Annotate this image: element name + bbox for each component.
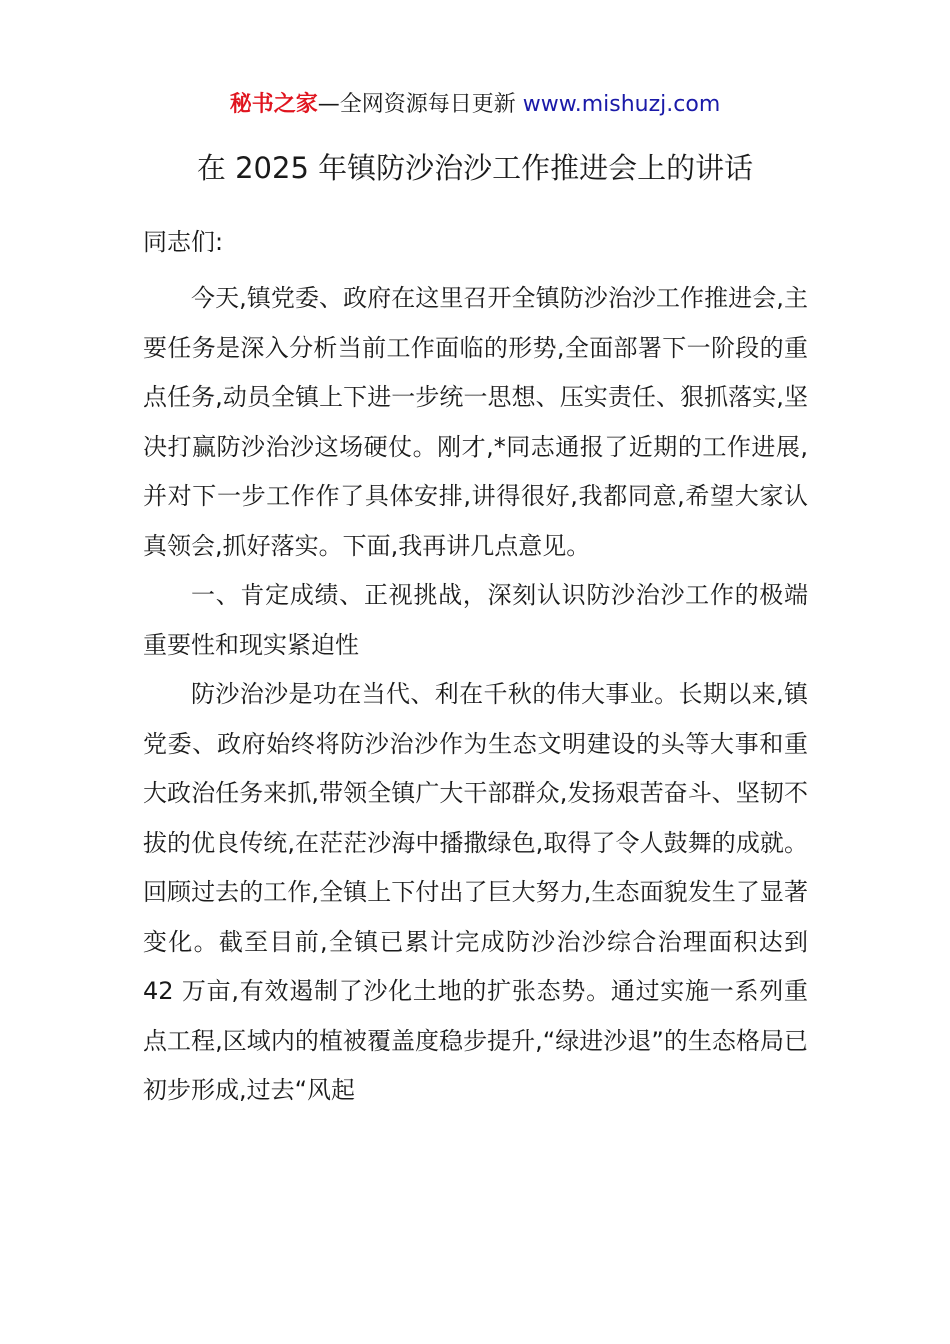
site-brand: 秘书之家: [229, 92, 318, 117]
document-body: [143, 222, 808, 1116]
intro-paragraph: 今天,镇党委、政府在这里召开全镇防沙治沙工作推进会,主要任务是深入分析当前工作面临的形势,全面部署下一阶段的重点任务,动员全镇上下进一步统一思想、压实责任、狠抓落实,坚决打赢防沙治沙这场硬仗。刚才,*同志通报了近期的工作进展,并对下一步工作作了具体安排,讲得很好,我都同意,希望大家认真领会,抓好落实。下面,我再讲几点意见。: [143, 284, 808, 560]
section-body-paragraph: 防沙治沙是功在当代、利在千秋的伟大事业。长期以来,镇党委、政府始终将防沙治沙作为生态文明建设的头等大事和重大政治任务来抓,带领全镇广大干部群众,发扬艰苦奋斗、坚韧不拔的优良传统,在茫茫沙海中播撒绿色,取得了令人鼓舞的成就。回顾过去的工作,全镇上下付出了巨大努力,生态面貌发生了显著变化。截至目前,全镇已累计完成防沙治沙综合治理面积达到 42 万亩,有效遏制了沙化土地的扩张态势。通过实施一系列重点工程,区域内的植被覆盖度稳步提升,“绿进沙退”的生态格局已初步形成,过去“风起: [143, 680, 808, 1104]
section-heading: 一、肯定成绩、正视挑战，深刻认识防沙治沙工作的极端重要性和现实紧迫性: [143, 581, 808, 659]
document-title: 在 2025 年镇防沙治沙工作推进会上的讲话: [196, 151, 754, 185]
salutation: 同志们:: [143, 228, 224, 256]
site-header: [0, 90, 950, 120]
site-url-link[interactable]: www.mishuzj.com: [522, 92, 721, 117]
header-tagline: —全网资源每日更新: [317, 92, 523, 117]
